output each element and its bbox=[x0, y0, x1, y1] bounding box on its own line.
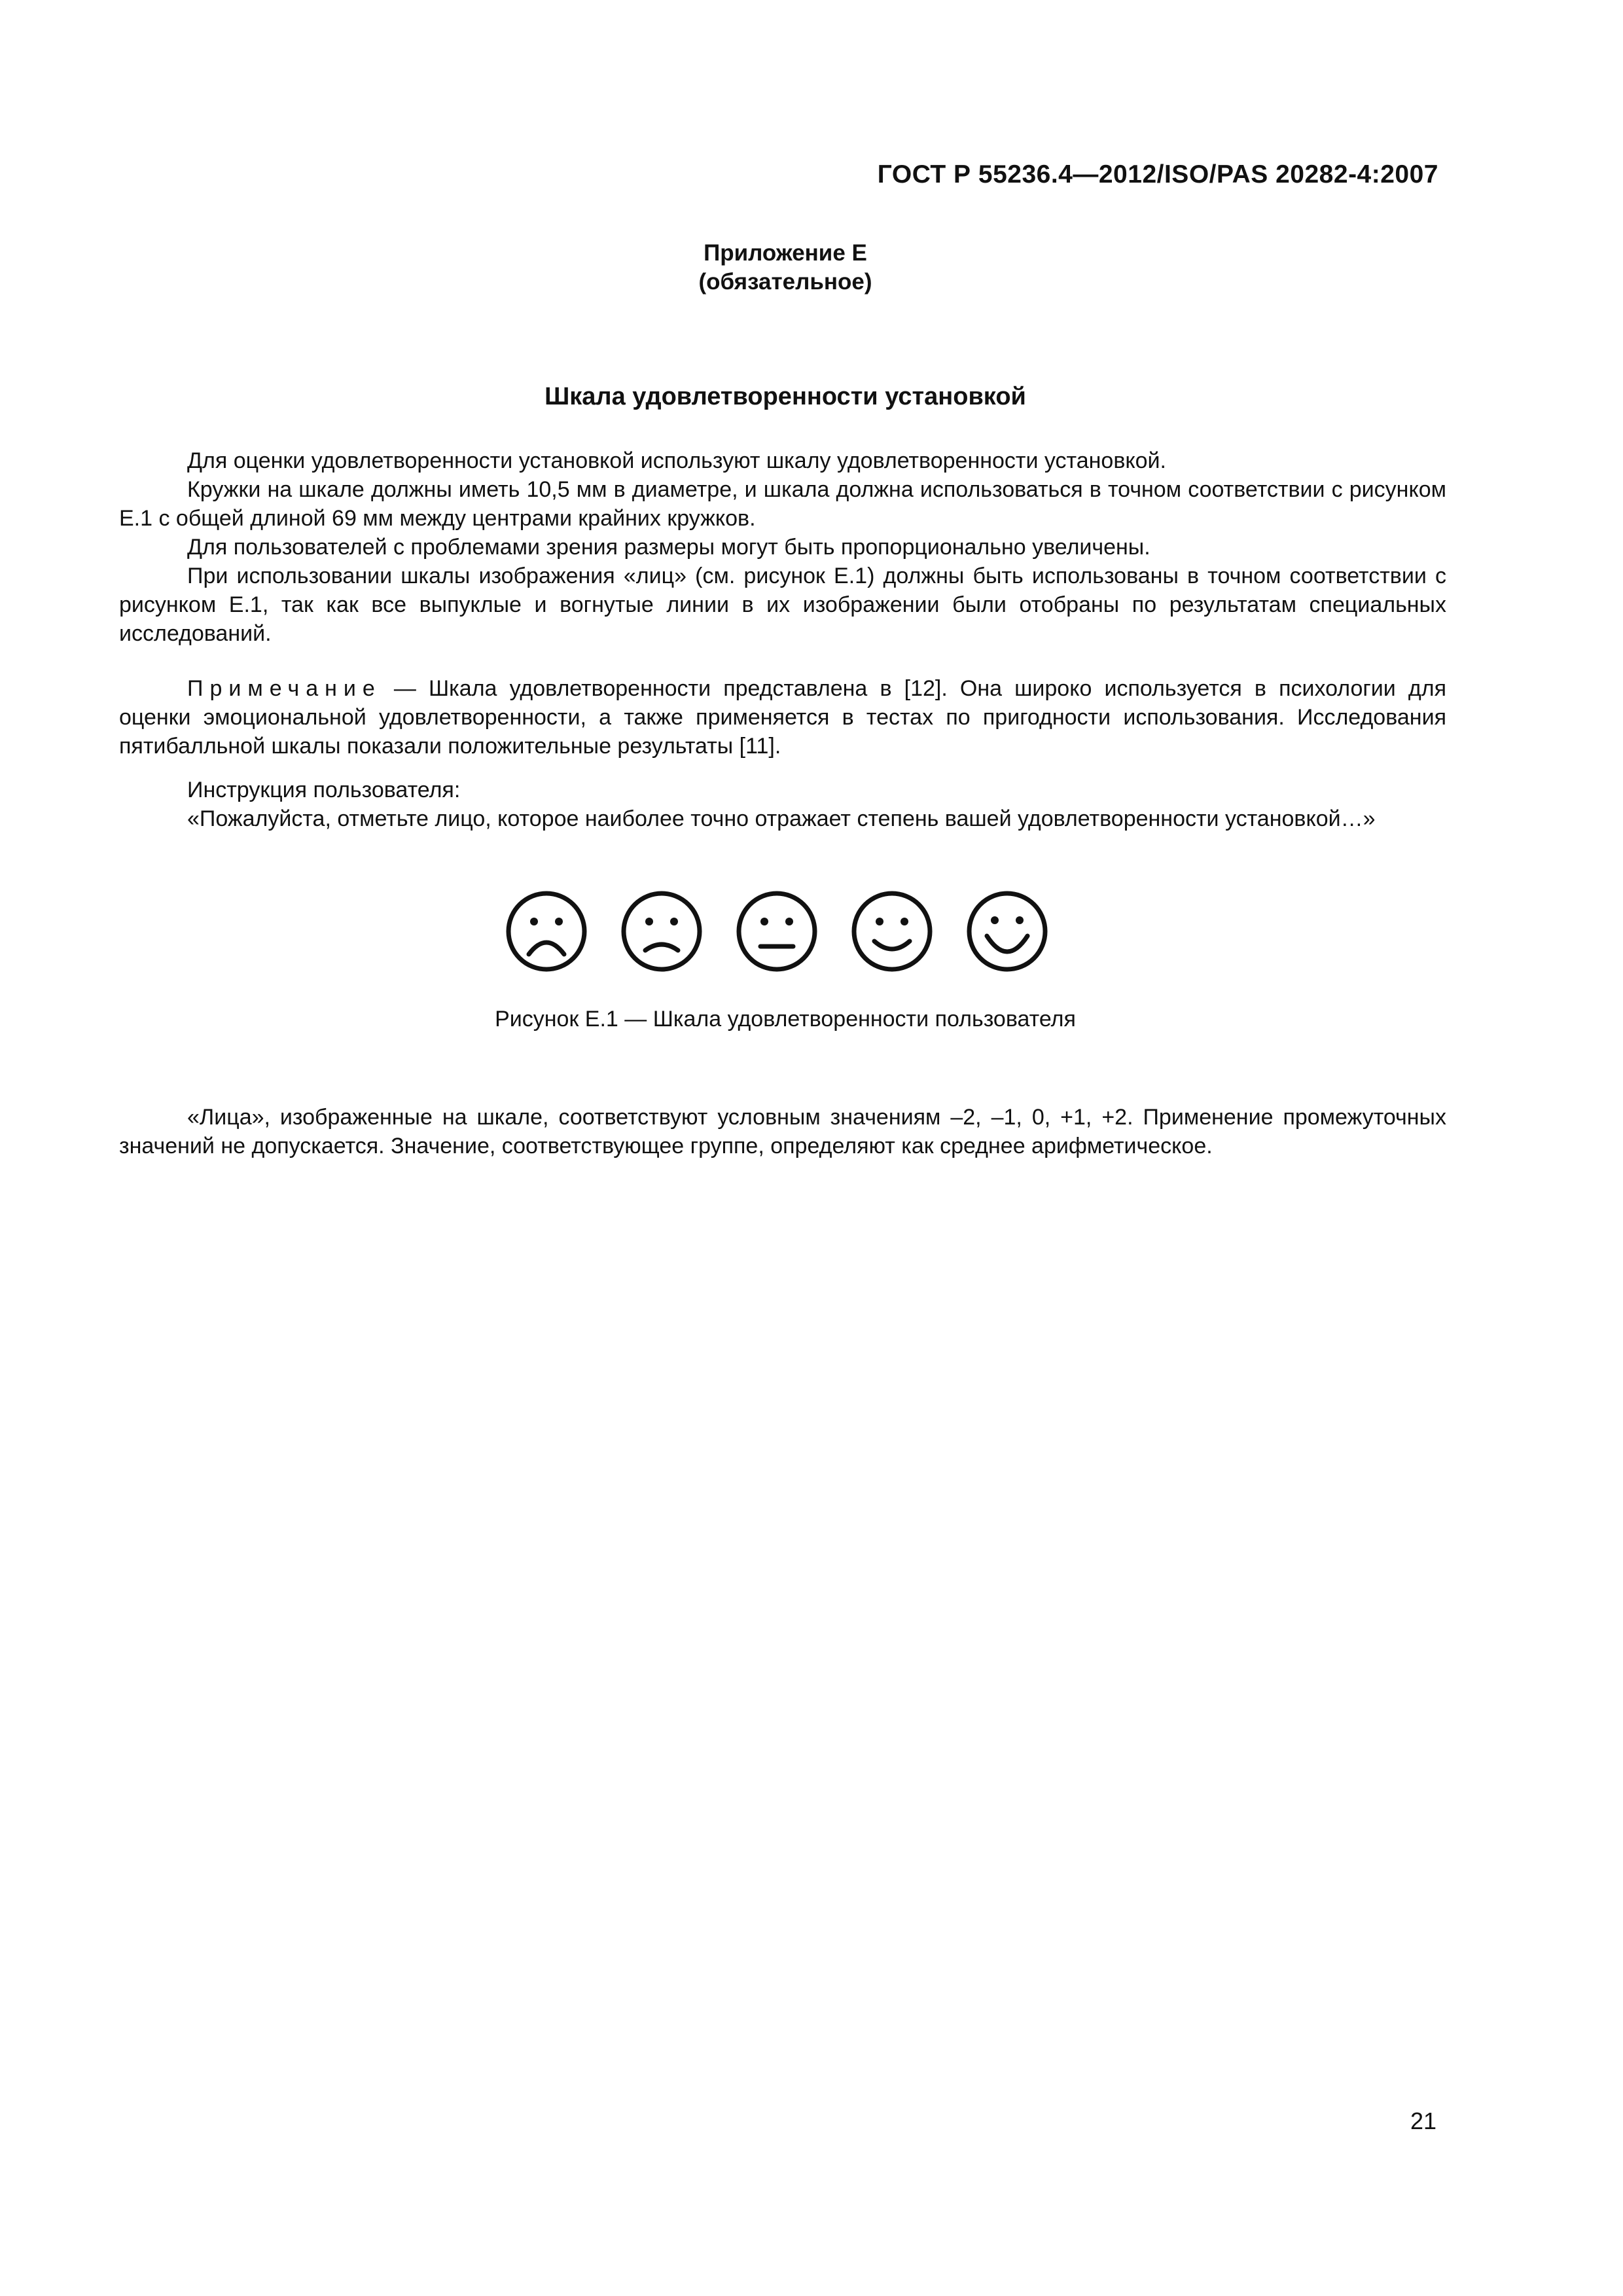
closing-paragraph: «Лица», изображенные на шкале, соответствуют условным значениям –2, –1, 0, +1, +2. Применение промежуточных значений не допускается. Значение, соответствующее группе, определяют как среднее арифметическое. bbox=[119, 1105, 1446, 1158]
note-label: Примечание bbox=[187, 676, 382, 701]
annex-title: Шкала удовлетворенности установкой bbox=[544, 383, 1026, 410]
standard-designation: ГОСТ Р 55236.4—2012/ISO/PAS 20282-4:2007 bbox=[877, 160, 1438, 188]
figure-caption: Рисунок Е.1 — Шкала удовлетворенности пользователя bbox=[495, 1007, 1076, 1031]
instruction-label: Инструкция пользователя: bbox=[187, 778, 461, 802]
paragraph: Для оценки удовлетворенности установкой используют шкалу удовлетворенности установкой. bbox=[187, 448, 1166, 473]
paragraph: Кружки на шкале должны иметь 10,5 мм в диаметре, и шкала должна использоваться в точном соответствии с рисунком Е.1 с общей длиной 69 мм между центрами крайних кружков. bbox=[119, 477, 1446, 531]
satisfaction-scale-figure bbox=[0, 889, 1623, 980]
closing-block bbox=[119, 1103, 1446, 1160]
instruction-text: «Пожалуйста, отметьте лицо, которое наиболее точно отражает степень вашей удовлетворенности установкой…» bbox=[187, 806, 1376, 831]
happy-face-icon bbox=[849, 889, 935, 974]
annex-status: (обязательное) bbox=[698, 269, 872, 295]
paragraph: При использовании шкалы изображения «лиц» (см. рисунок Е.1) должны быть использованы в точном соответствии с рисунком Е.1, так как все выпуклые и вогнутые линии в их изображении были отобраны по результатам специальных исследований. bbox=[119, 564, 1446, 646]
annex-label: Приложение Е bbox=[704, 240, 867, 266]
intro-paragraphs bbox=[119, 446, 1446, 648]
very-sad-face-icon bbox=[504, 889, 589, 974]
sad-face-icon bbox=[619, 889, 704, 974]
neutral-face-icon bbox=[734, 889, 819, 974]
instruction-block bbox=[119, 776, 1446, 833]
paragraph: Для пользователей с проблемами зрения размеры могут быть пропорционально увеличены. bbox=[187, 535, 1150, 560]
note-text: — Шкала удовлетворенности представлена в [12]. Она широко используется в психологии для оценки эмоциональной удовлетворенности, а также применяется в тестах по пригодности использования. Исследования пятибалльной шкалы показали положительные результаты [11]. bbox=[119, 676, 1446, 759]
very-happy-face-icon bbox=[965, 889, 1050, 974]
page-number: 21 bbox=[1410, 2108, 1436, 2134]
annex-heading bbox=[0, 239, 1571, 296]
note-paragraph bbox=[119, 674, 1446, 761]
note-block bbox=[119, 674, 1446, 761]
